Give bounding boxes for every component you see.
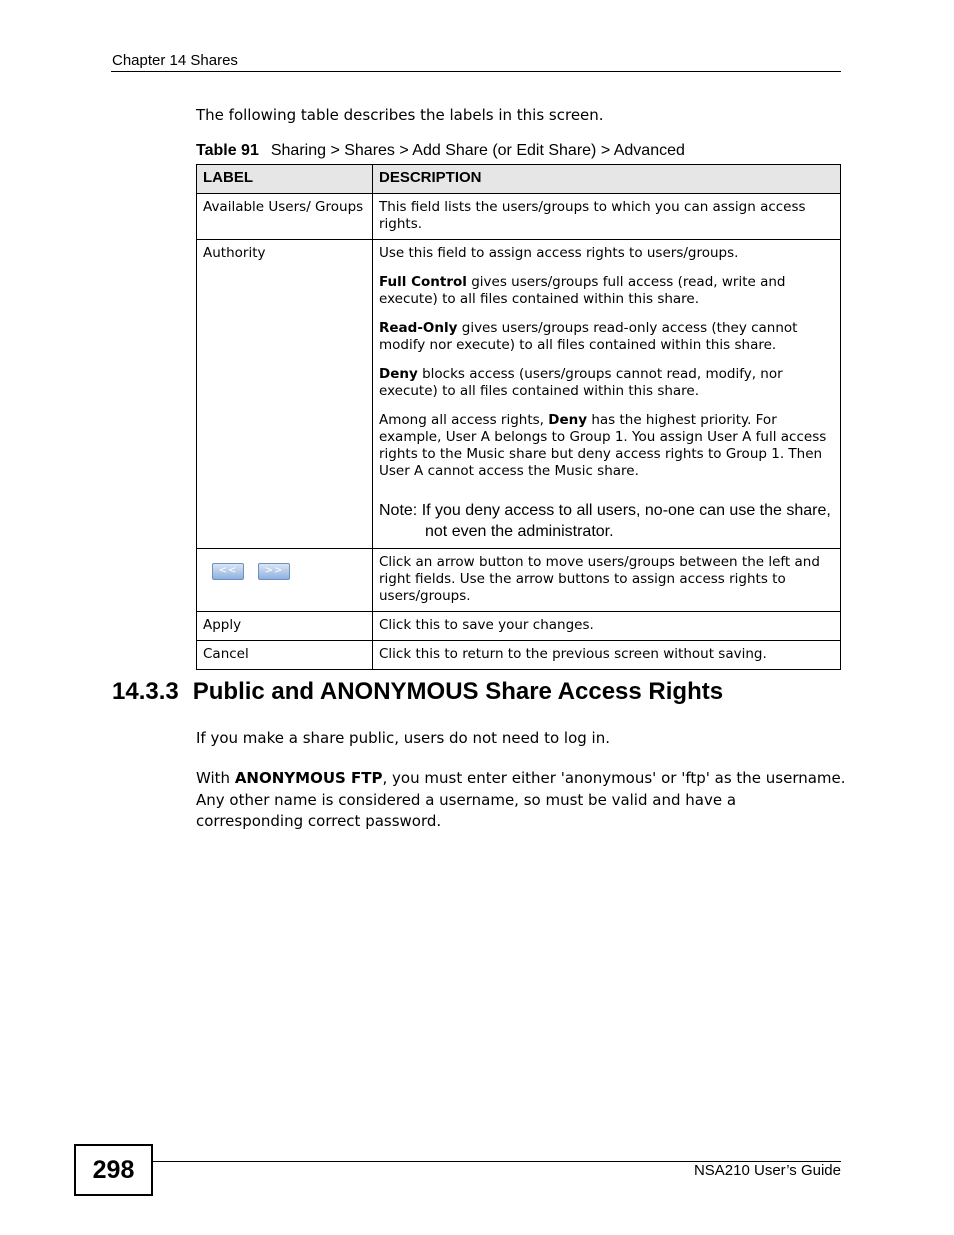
term-read-only: Read-Only: [379, 320, 458, 336]
paragraph-public: If you make a share public, users do not need to log in.: [196, 729, 610, 747]
table-row: [197, 549, 841, 612]
priority-text-pre: Among all access rights,: [379, 412, 549, 428]
chapter-header: Chapter 14 Shares: [112, 52, 238, 69]
intro-text: The following table describes the labels in this screen.: [196, 106, 604, 124]
column-header-label: LABEL: [197, 165, 373, 194]
authority-paragraph: Use this field to assign access rights to users/groups.: [379, 245, 739, 261]
section-number: 14.3.3: [112, 678, 179, 705]
priority-paragraph: [379, 412, 834, 480]
table-row: [197, 641, 841, 670]
page-number: 298: [74, 1144, 153, 1196]
row-label: Cancel: [197, 641, 373, 670]
row-label: Available Users/ Groups: [197, 194, 373, 240]
read-only-paragraph: [379, 320, 834, 354]
anon-text-rest: , you must enter either 'anonymous' or 'ftp' as the username. Any other name is considered a username, so must be valid and have a corresponding correct password.: [196, 769, 846, 830]
row-label: Apply: [197, 612, 373, 641]
term-anonymous-ftp: ANONYMOUS FTP: [234, 769, 383, 787]
note-text: Note: If you deny access to all users, no-one can use the share, not even the administrator.: [379, 502, 831, 540]
read-only-text: gives users/groups read-only access (they cannot modify nor execute) to all files contained within this share.: [379, 320, 798, 353]
table-caption: [196, 142, 685, 160]
section-title: Public and ANONYMOUS Share Access Rights: [192, 678, 724, 705]
table-title: Sharing > Shares > Add Share (or Edit Share) > Advanced: [270, 142, 685, 159]
table-row: [197, 612, 841, 641]
priority-text-rest: has the highest priority. For example, User A belongs to Group 1. You assign User A full access rights to the Music share but deny access rights to Group 1. Then User A cannot access the Music share.: [379, 412, 827, 479]
header-rule: [111, 71, 841, 72]
table-row: [197, 194, 841, 240]
move-right-button[interactable]: >>: [258, 563, 290, 580]
table-number: Table 91: [196, 142, 259, 159]
term-deny-priority: Deny: [548, 412, 588, 428]
deny-paragraph: [379, 366, 834, 400]
paragraph-anonymous-ftp: [196, 768, 846, 833]
row-label: Authority: [197, 240, 373, 549]
table-row: [197, 240, 841, 549]
row-description: This field lists the users/groups to which you can assign access rights.: [373, 194, 841, 240]
column-header-description: DESCRIPTION: [373, 165, 841, 194]
table-header-row: [197, 165, 841, 194]
footer-guide-title: NSA210 User’s Guide: [693, 1162, 841, 1179]
description-table: [196, 164, 841, 670]
anon-text-pre: With: [196, 769, 235, 787]
deny-text: blocks access (users/groups cannot read, modify, nor execute) to all files contained within this share.: [379, 366, 783, 399]
full-control-text: gives users/groups full access (read, write and execute) to all files contained within this share.: [379, 274, 786, 307]
row-label-arrows: [197, 549, 373, 612]
section-heading: [112, 678, 723, 706]
full-control-paragraph: [379, 274, 834, 308]
row-description: [373, 240, 841, 549]
row-description: Click an arrow button to move users/groups between the left and right fields. Use the arrow buttons to assign access rights to users/groups.: [373, 549, 841, 612]
move-left-button[interactable]: <<: [212, 563, 244, 580]
row-description: Click this to save your changes.: [373, 612, 841, 641]
row-description: Click this to return to the previous screen without saving.: [373, 641, 841, 670]
term-full-control: Full Control: [379, 274, 467, 290]
arrow-button-group: [203, 554, 366, 580]
term-deny: Deny: [379, 366, 418, 382]
